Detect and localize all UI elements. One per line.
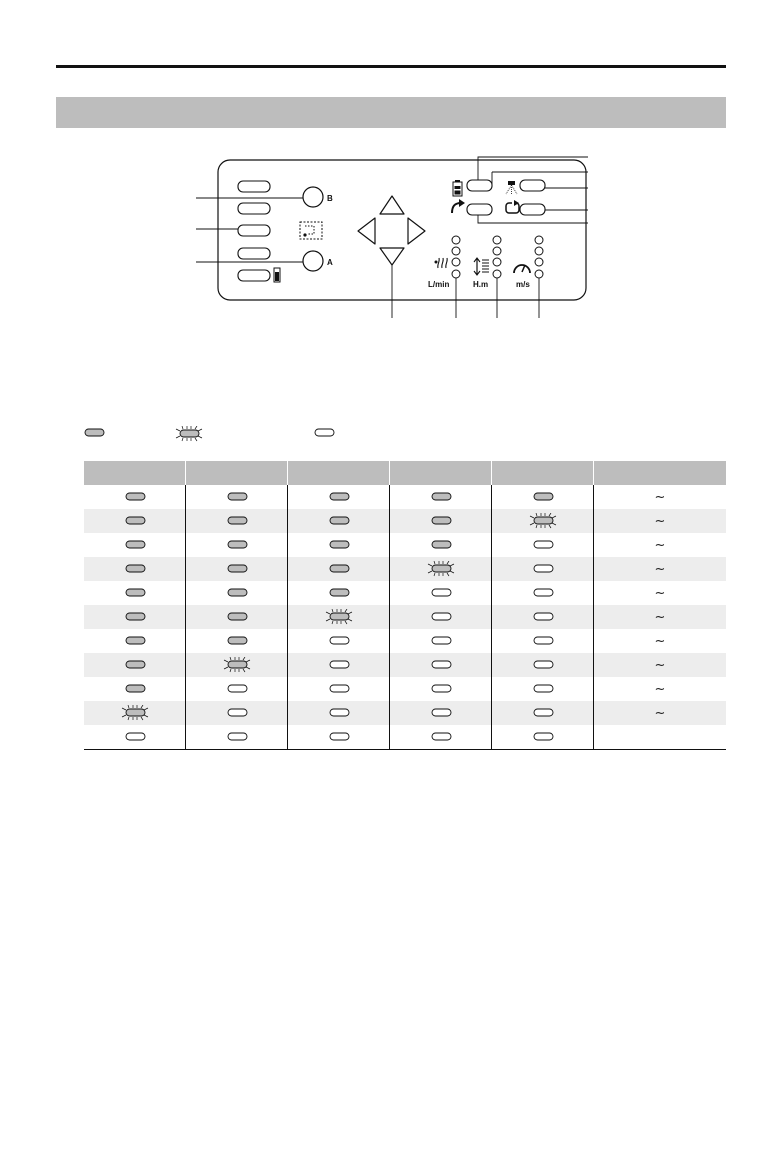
- a-button[interactable]: [303, 251, 323, 271]
- led-cell: [390, 629, 492, 653]
- range-value: ~: [654, 586, 666, 601]
- led-off: [323, 657, 355, 673]
- b-button-label: B: [327, 194, 333, 203]
- led-on: [221, 561, 253, 577]
- led-cell: [288, 533, 390, 557]
- led-on: [119, 633, 151, 649]
- led-off: [221, 729, 253, 745]
- table-header-cell: [186, 461, 288, 485]
- led-off: [425, 681, 457, 697]
- led-cell: [288, 701, 390, 725]
- table-row: [84, 725, 726, 750]
- led-cell: [390, 725, 492, 750]
- led-on: [323, 513, 355, 529]
- led-off: [527, 561, 559, 577]
- led-cell: [186, 677, 288, 701]
- table-header-cell: [390, 461, 492, 485]
- range-value: ~: [654, 634, 666, 649]
- range-cell: [594, 629, 727, 653]
- led-cell: [492, 533, 594, 557]
- led-cell: [288, 653, 390, 677]
- table-header-cell: [492, 461, 594, 485]
- speed-unit-label: m/s: [516, 280, 530, 289]
- led-cell: [84, 725, 186, 750]
- led-cell: [492, 701, 594, 725]
- led-cell: [390, 485, 492, 509]
- led-on: [119, 657, 151, 673]
- led-cell: [288, 677, 390, 701]
- led-on: [323, 585, 355, 601]
- led-on: [527, 489, 559, 505]
- led-off: [527, 681, 559, 697]
- led-cell: [186, 725, 288, 750]
- led-cell: [390, 509, 492, 533]
- led-on: [425, 489, 457, 505]
- led-cell: [186, 485, 288, 509]
- left-button-4[interactable]: [238, 248, 270, 259]
- led-cell: [288, 557, 390, 581]
- left-button-2[interactable]: [238, 203, 270, 214]
- table-row: [84, 701, 726, 725]
- table-row: [84, 605, 726, 629]
- led-blink: [425, 561, 457, 577]
- led-cell: [390, 701, 492, 725]
- range-value: ~: [654, 562, 666, 577]
- led-cell: [186, 653, 288, 677]
- led-cell: [492, 677, 594, 701]
- remote-panel-diagram: [0, 140, 783, 325]
- led-on: [119, 681, 151, 697]
- b-button[interactable]: [303, 187, 323, 207]
- led-on: [119, 561, 151, 577]
- led-off: [527, 657, 559, 673]
- a-button-label: A: [327, 258, 333, 267]
- range-cell: [594, 485, 727, 509]
- led-blink: [527, 513, 559, 529]
- led-off: [221, 705, 253, 721]
- left-button-5[interactable]: [238, 270, 270, 281]
- led-cell: [186, 605, 288, 629]
- left-button-3[interactable]: [238, 225, 270, 236]
- led-cell: [84, 557, 186, 581]
- led-cell: [492, 605, 594, 629]
- led-cell: [492, 509, 594, 533]
- led-on: [221, 633, 253, 649]
- table-row: [84, 533, 726, 557]
- led-cell: [492, 629, 594, 653]
- led-on: [323, 489, 355, 505]
- range-value: ~: [654, 706, 666, 721]
- led-off: [527, 609, 559, 625]
- range-value: ~: [654, 682, 666, 697]
- range-value: ~: [654, 658, 666, 673]
- led-on: [221, 609, 253, 625]
- led-off: [323, 633, 355, 649]
- table-row: [84, 677, 726, 701]
- led-off: [527, 705, 559, 721]
- table-header-row: [84, 461, 726, 485]
- led-cell: [288, 485, 390, 509]
- led-off: [221, 681, 253, 697]
- table-row: [84, 485, 726, 509]
- led-cell: [288, 725, 390, 750]
- range-cell: [594, 725, 727, 750]
- table-header-cell: [288, 461, 390, 485]
- table-row: [84, 653, 726, 677]
- led-on: [323, 537, 355, 553]
- range-cell: [594, 581, 727, 605]
- led-cell: [390, 677, 492, 701]
- led-off: [119, 729, 151, 745]
- led-on: [119, 609, 151, 625]
- battery-button[interactable]: [467, 180, 492, 191]
- battery-icon: [453, 180, 462, 196]
- legend-led-off: [314, 426, 336, 438]
- range-cell: [594, 677, 727, 701]
- led-blink: [221, 657, 253, 673]
- led-cell: [84, 605, 186, 629]
- led-cell: [288, 581, 390, 605]
- led-cell: [492, 653, 594, 677]
- led-cell: [186, 509, 288, 533]
- flow-unit-label: L/min: [428, 280, 450, 289]
- led-on: [119, 513, 151, 529]
- range-cell: [594, 653, 727, 677]
- range-value: ~: [654, 514, 666, 529]
- led-off: [425, 705, 457, 721]
- range-value: ~: [654, 610, 666, 625]
- led-cell: [84, 677, 186, 701]
- led-off: [527, 585, 559, 601]
- led-on: [221, 585, 253, 601]
- led-cell: [288, 605, 390, 629]
- turn-button[interactable]: [467, 204, 492, 215]
- section-heading-band: [56, 97, 726, 128]
- led-cell: [84, 509, 186, 533]
- led-cell: [390, 581, 492, 605]
- led-off: [425, 729, 457, 745]
- led-cell: [186, 581, 288, 605]
- left-button-1[interactable]: [238, 181, 270, 192]
- led-cell: [492, 725, 594, 750]
- led-on: [221, 537, 253, 553]
- led-cell: [84, 629, 186, 653]
- led-on: [221, 513, 253, 529]
- led-cell: [390, 533, 492, 557]
- led-cell: [288, 509, 390, 533]
- table-header-cell: [84, 461, 186, 485]
- led-on: [425, 537, 457, 553]
- led-off: [425, 609, 457, 625]
- led-cell: [84, 701, 186, 725]
- led-cell: [186, 629, 288, 653]
- range-cell: [594, 533, 727, 557]
- led-off: [425, 585, 457, 601]
- led-off: [527, 633, 559, 649]
- led-off: [527, 729, 559, 745]
- range-cell: [594, 509, 727, 533]
- table-header-cell: [594, 461, 727, 485]
- led-blink: [323, 609, 355, 625]
- table-row: [84, 509, 726, 533]
- led-cell: [84, 653, 186, 677]
- table-row: [84, 557, 726, 581]
- led-cell: [186, 557, 288, 581]
- route-map-icon: [300, 222, 322, 239]
- led-cell: [84, 581, 186, 605]
- range-cell: [594, 605, 727, 629]
- led-blink: [119, 705, 151, 721]
- led-on: [119, 585, 151, 601]
- table-row: [84, 629, 726, 653]
- led-off: [323, 681, 355, 697]
- spray-button[interactable]: [520, 180, 545, 191]
- height-unit-label: H.m: [473, 280, 489, 289]
- led-cell: [390, 653, 492, 677]
- range-cell: [594, 557, 727, 581]
- led-cell: [186, 533, 288, 557]
- legend-led-blink: [174, 426, 206, 442]
- range-value: ~: [654, 538, 666, 553]
- led-cell: [492, 485, 594, 509]
- led-cell: [186, 701, 288, 725]
- led-cell: [84, 485, 186, 509]
- led-on: [119, 537, 151, 553]
- led-on: [119, 489, 151, 505]
- led-on: [425, 513, 457, 529]
- led-off: [425, 633, 457, 649]
- led-on: [323, 561, 355, 577]
- table-body: [84, 485, 726, 750]
- led-off: [425, 657, 457, 673]
- legend-led-on: [84, 426, 106, 438]
- led-off: [527, 537, 559, 553]
- led-off: [323, 729, 355, 745]
- battery-small-icon: [274, 268, 280, 282]
- repeat-button[interactable]: [520, 204, 545, 215]
- level-indicator-table: [84, 461, 726, 750]
- header-rule: [56, 65, 726, 68]
- led-cell: [288, 629, 390, 653]
- led-cell: [84, 533, 186, 557]
- table-row: [84, 581, 726, 605]
- led-cell: [390, 557, 492, 581]
- led-cell: [492, 557, 594, 581]
- led-on: [221, 489, 253, 505]
- range-value: ~: [654, 490, 666, 505]
- range-cell: [594, 701, 727, 725]
- led-off: [323, 705, 355, 721]
- led-cell: [492, 581, 594, 605]
- led-cell: [390, 605, 492, 629]
